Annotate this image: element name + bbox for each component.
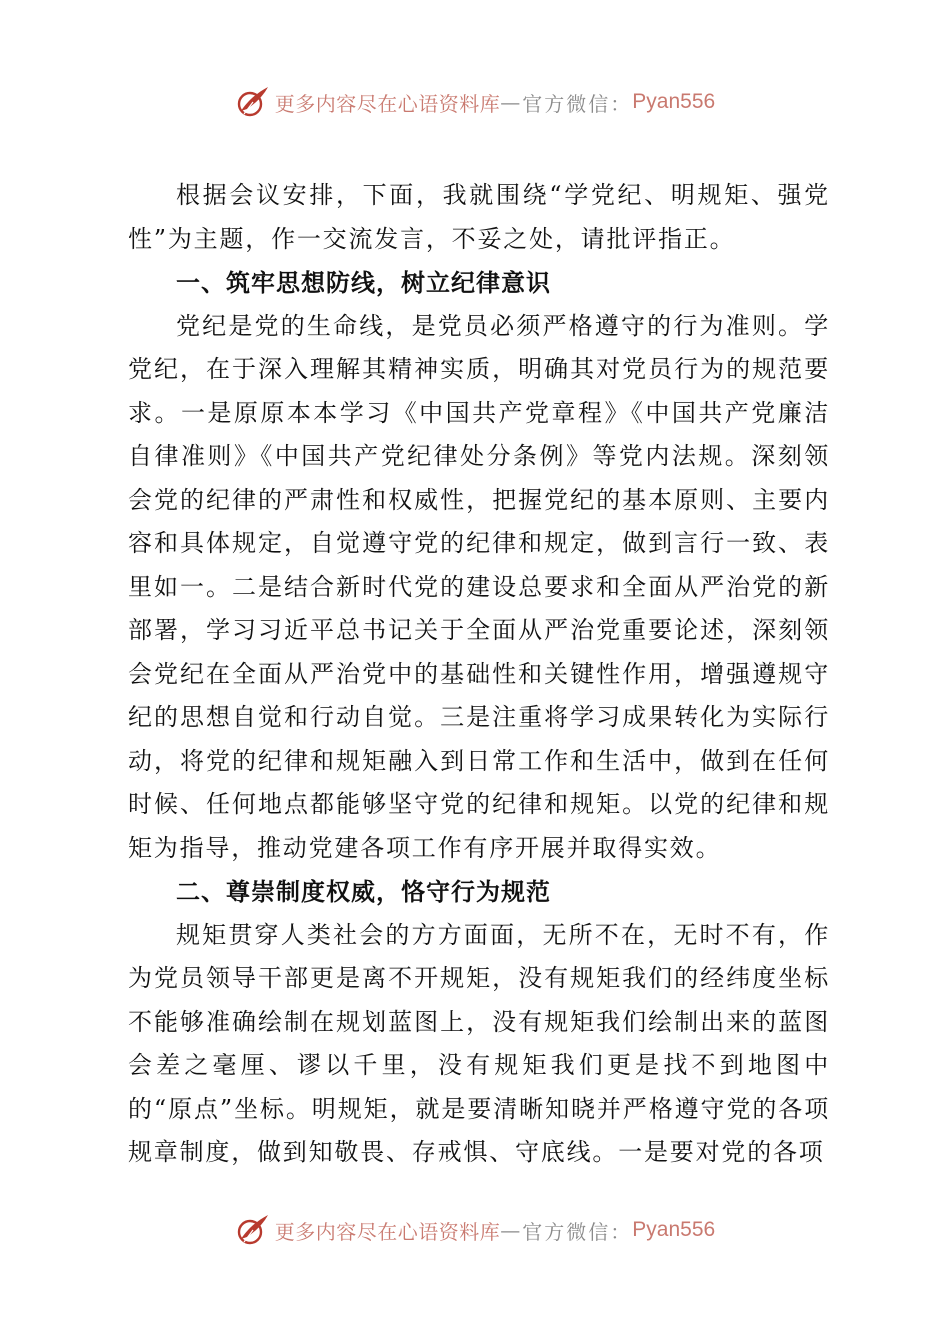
section-heading-2: 二、尊崇制度权威，恪守行为规范	[176, 877, 551, 906]
watermark-brand: 更多内容尽在心语资料库	[274, 91, 501, 116]
watermark-wechat-id: Pyan556	[632, 90, 716, 113]
quill-logo-icon	[235, 1212, 271, 1248]
paragraph-intro: 根据会议安排，下面，我就围绕“学党纪、明规矩、强党性”为主题，作一交流发言，不妥之处，请批评指正。	[128, 181, 830, 253]
paragraph-section-1: 党纪是党的生命线，是党员必须严格遵守的行为准则。学党纪，在于深入理解其精神实质，明确其对党员行为的规范要求。一是原原本本学习《中国共产党章程》《中国共产党廉洁自律准则》《中国共产党纪律处分条例》等党内法规。深刻领会党的纪律的严肃性和权威性，把握党纪的基本原则、主要内容和具体规定，自觉遵守党的纪律和规定，做到言行一致、表里如一。二是结合新时代党的建设总要求和全面从严治党的新部署，学习习近平总书记关于全面从严治党重要论述，深刻领会党纪在全面从严治党中的基础性和关键性作用，增强遵规守纪的思想自觉和行动自觉。三是注重将学习成果转化为实际行动，将党的纪律和规矩融入到日常工作和生活中，做到在任何时候、任何地点都能够坚守党的纪律和规矩。以党的纪律和规矩为指导，推动党建各项工作有序开展并取得实效。	[128, 311, 830, 862]
watermark-separator: —	[500, 1218, 523, 1242]
section-heading-1: 一、筑牢思想防线，树立纪律意识	[176, 268, 551, 297]
watermark-wechat-label: 官方微信：	[522, 91, 633, 116]
watermark-brand: 更多内容尽在心语资料库	[274, 1219, 501, 1244]
paragraph-section-2: 规矩贯穿人类社会的方方面面，无所不在，无时不有，作为党员领导干部更是离不开规矩，没有规矩我们的经纬度坐标不能够准确绘制在规划蓝图上，没有规矩我们绘制出来的蓝图会差之毫厘、谬以千里，没有规矩我们更是找不到地图中的“原点”坐标。明规矩，就是要清晰知晓并严格遵守党的各项规章制度，做到知敬畏、存戒惧、守底线。一是要对党的各项	[128, 920, 830, 1166]
watermark-banner-top	[0, 80, 950, 124]
quill-logo-icon	[235, 84, 271, 120]
watermark-banner-bottom	[0, 1208, 950, 1252]
watermark-wechat-label: 官方微信：	[522, 1219, 633, 1244]
watermark-wechat-id: Pyan556	[632, 1218, 716, 1241]
document-body	[128, 174, 830, 1175]
watermark-separator: —	[500, 90, 523, 114]
